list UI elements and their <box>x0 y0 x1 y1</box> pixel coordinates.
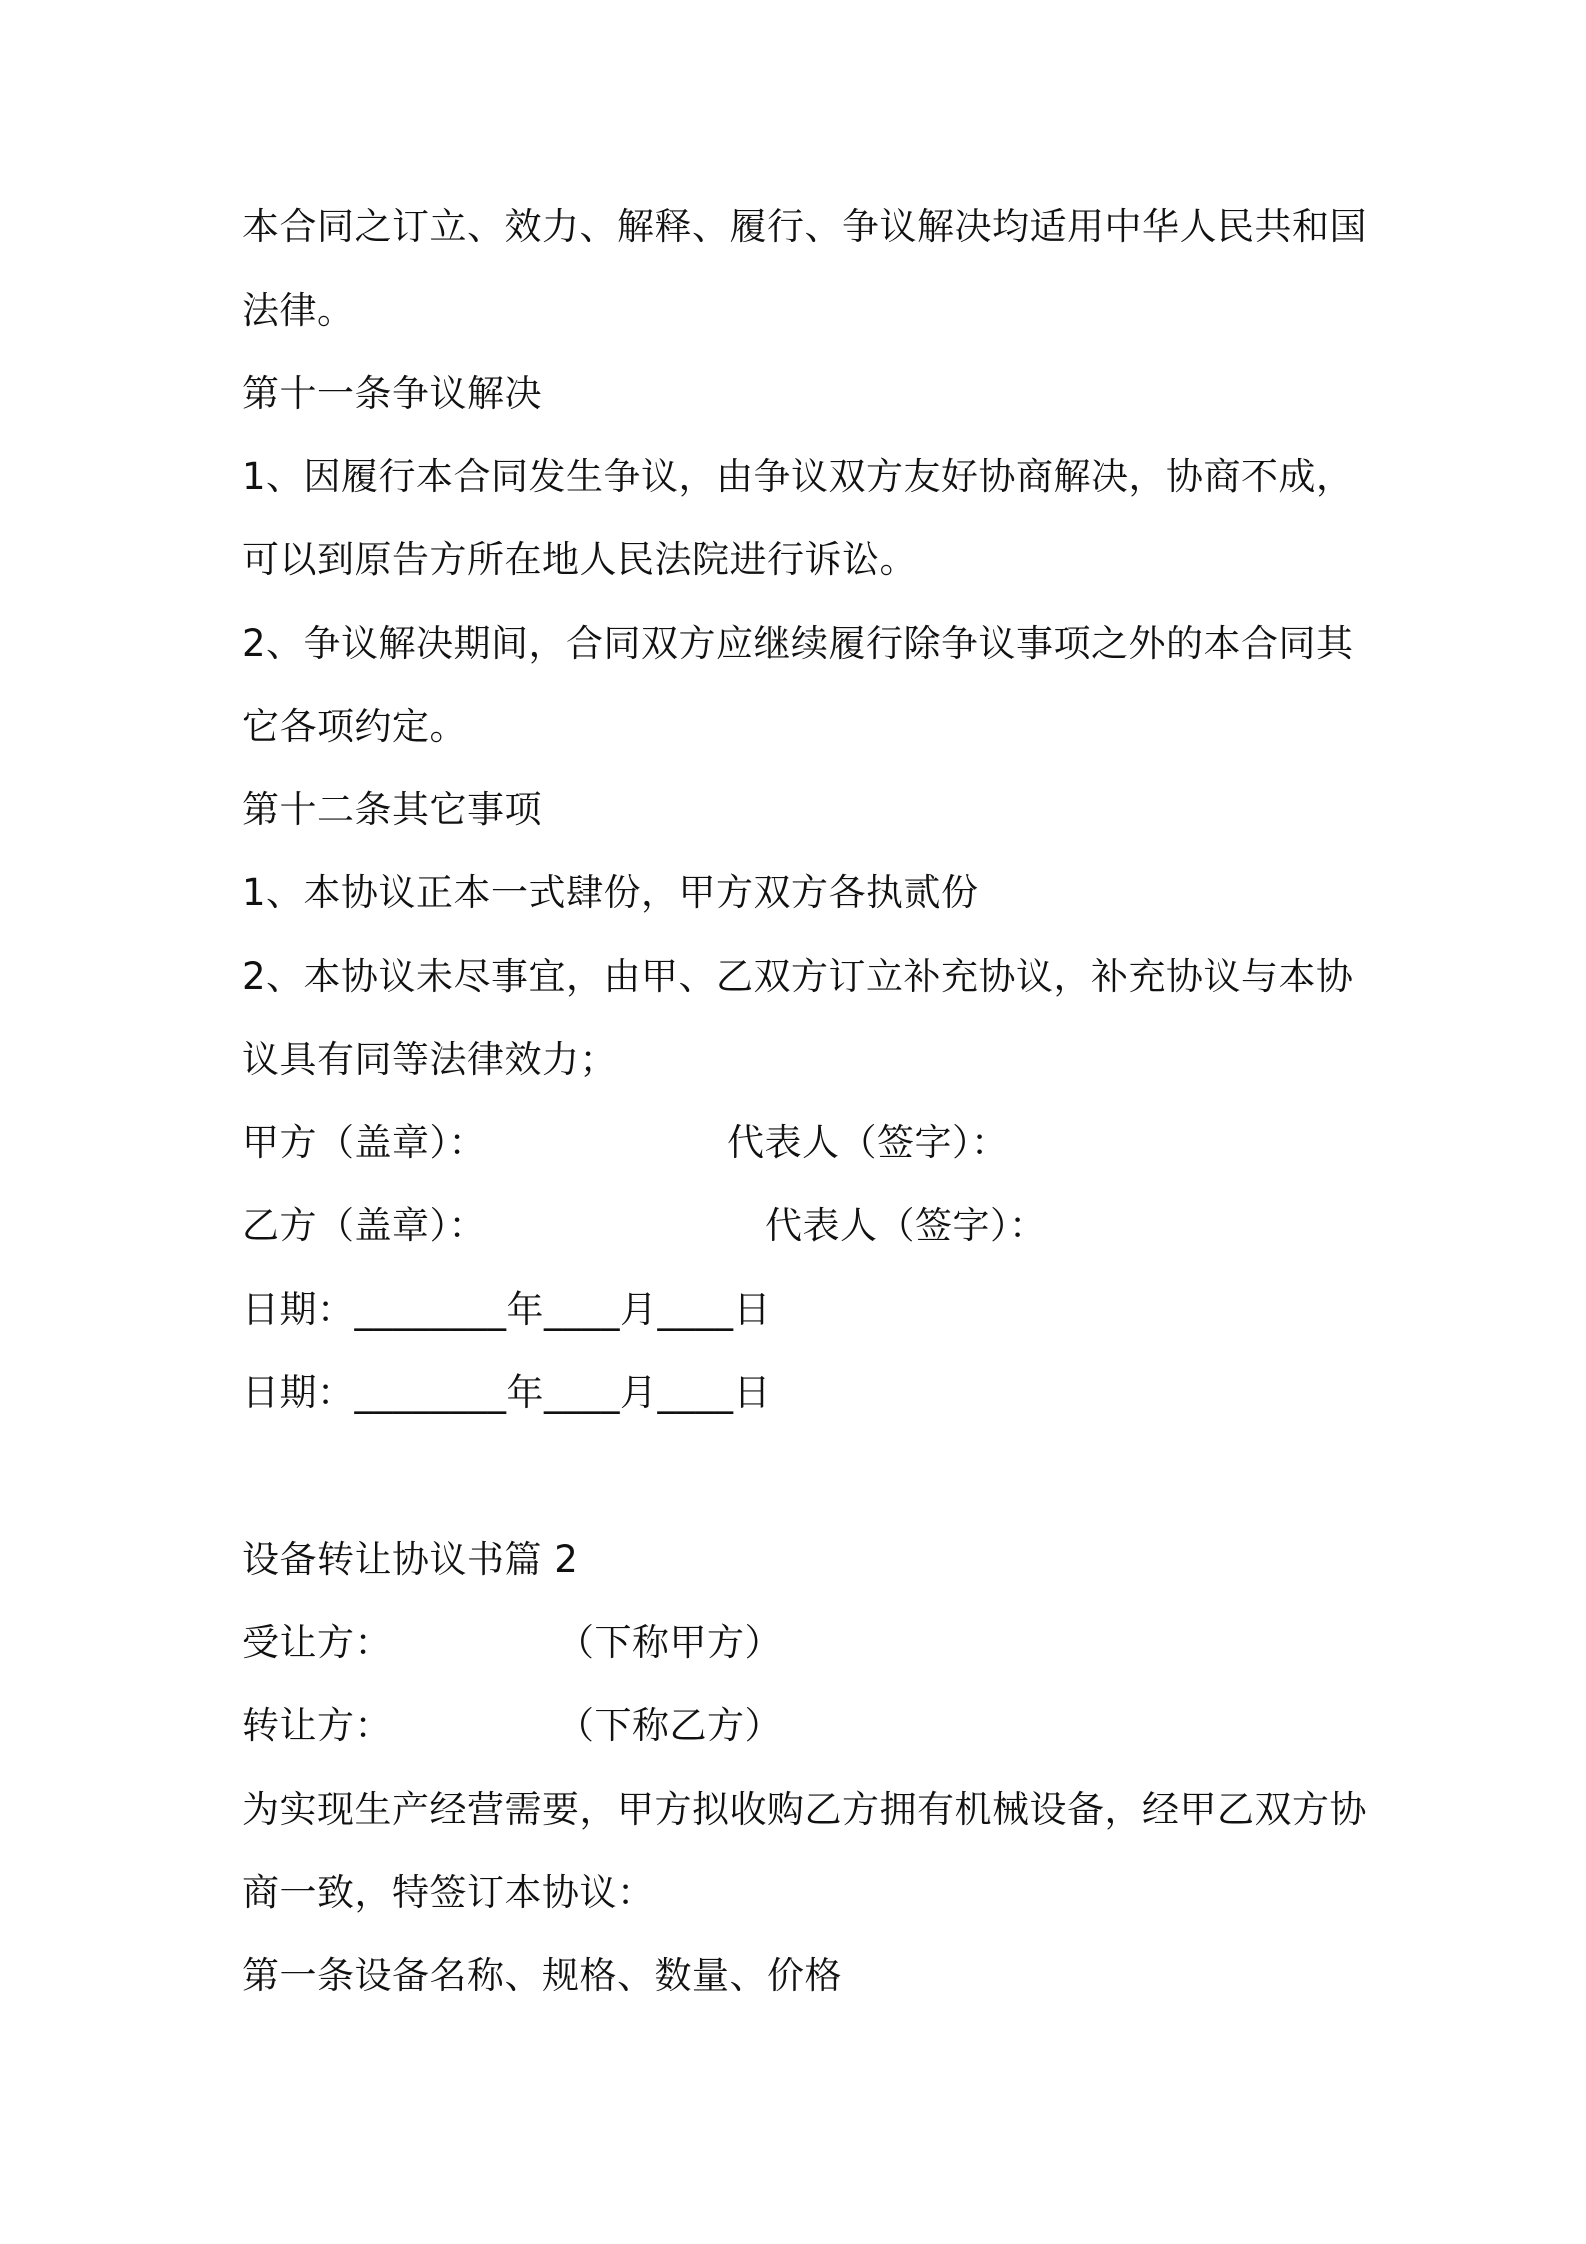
paragraph-line: 1、因履行本合同发生争议，由争议双方友好协商解决，协商不成， <box>242 455 1354 498</box>
party-a-representative-label: 代表人（签字）： <box>727 1121 1009 1164</box>
paragraph-line: 法律。 <box>242 289 355 332</box>
paragraph-line: 议具有同等法律效力； <box>242 1038 617 1081</box>
date-line: 日期：________年____月____日 <box>242 1371 771 1414</box>
party-b-representative-label: 代表人（签字）： <box>765 1204 1047 1247</box>
paragraph-line: 1、本协议正本一式肆份，甲方双方各执贰份 <box>242 871 979 914</box>
paragraph-line: 为实现生产经营需要，甲方拟收购乙方拥有机械设备，经甲乙双方协 <box>242 1788 1367 1831</box>
article-heading: 第十一条争议解决 <box>242 372 542 415</box>
party-b-seal-label: 乙方（盖章）： <box>242 1204 486 1247</box>
paragraph-line: 2、本协议未尽事宜，由甲、乙双方订立补充协议，补充协议与本协 <box>242 955 1354 998</box>
party-a-seal-label: 甲方（盖章）： <box>242 1121 486 1164</box>
transferor-label: 转让方： <box>242 1704 392 1747</box>
paragraph-line: 可以到原告方所在地人民法院进行诉讼。 <box>242 538 917 581</box>
section-title: 设备转让协议书篇 2 <box>242 1538 579 1581</box>
paragraph-line: 它各项约定。 <box>242 705 467 748</box>
date-line: 日期：________年____月____日 <box>242 1288 771 1331</box>
paragraph-line: 商一致，特签订本协议： <box>242 1871 655 1914</box>
article-heading: 第十二条其它事项 <box>242 788 542 831</box>
transferee-label: 受让方： <box>242 1621 392 1664</box>
transferee-note: （下称甲方） <box>557 1621 782 1664</box>
article-heading: 第一条设备名称、规格、数量、价格 <box>242 1954 842 1997</box>
paragraph-line: 本合同之订立、效力、解释、履行、争议解决均适用中华人民共和国 <box>242 205 1367 248</box>
transferor-note: （下称乙方） <box>557 1704 782 1747</box>
paragraph-line: 2、争议解决期间，合同双方应继续履行除争议事项之外的本合同其 <box>242 622 1354 665</box>
